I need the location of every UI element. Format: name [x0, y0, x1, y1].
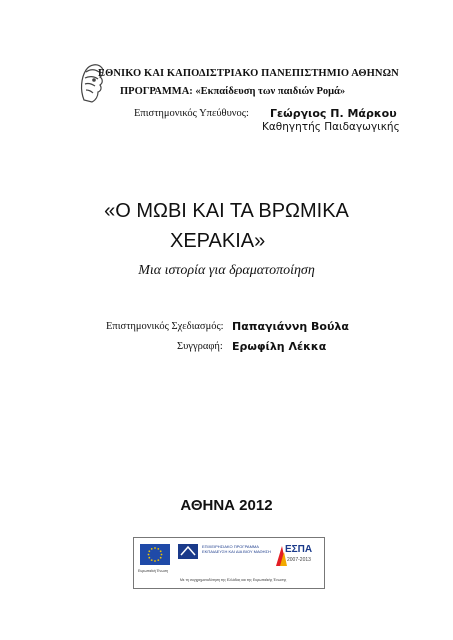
place-year: ΑΘΗΝΑ 2012 — [180, 497, 273, 514]
cofunding-text: Με τη συγχρηματοδότηση της Ελλάδας και της Ευρωπαϊκής Ένωσης — [180, 578, 287, 582]
program-logo-icon — [178, 544, 198, 559]
writing-label: Συγγραφή: — [177, 341, 223, 352]
program-name: ΠΡΟΓΡΑΜΜΑ: «Εκπαίδευση των παιδιών Ρομά» — [120, 86, 346, 97]
university-seal-icon — [76, 60, 108, 106]
document-title-line-2: ΧΕΡΑΚΙΑ» — [170, 230, 266, 252]
design-label: Επιστημονικός Σχεδιασμός: — [106, 321, 224, 332]
espa-text: ΕΣΠΑ — [285, 544, 313, 555]
eu-caption: Ευρωπαϊκή Ένωση — [138, 569, 169, 573]
espa-years: 2007-2013 — [287, 557, 311, 563]
document-subtitle: Μια ιστορία για δραματοποίηση — [138, 263, 315, 278]
design-name: Παπαγιάννη Βούλα — [232, 320, 349, 333]
responsible-label: Επιστημονικός Υπεύθυνος: — [134, 108, 249, 119]
document-title-line-1: «Ο ΜΩΒΙ ΚΑΙ ΤΑ ΒΡΩΜΙΚΑ — [104, 200, 349, 222]
university-name: ΕΘΝΙΚΟ ΚΑΙ ΚΑΠΟΔΙΣΤΡΙΑΚΟ ΠΑΝΕΠΙΣΤΗΜΙΟ ΑΘΗΝΩΝ — [98, 68, 399, 79]
responsible-title: Καθηγητής Παιδαγωγικής — [262, 121, 400, 133]
funding-banner — [133, 537, 325, 589]
writing-name: Ερωφίλη Λέκκα — [232, 340, 327, 353]
program-text: ΕΠΙΧΕΙΡΗΣΙΑΚΟ ΠΡΟΓΡΑΜΜΑ ΕΚΠΑΙΔΕΥΣΗ ΚΑΙ ΔΙΑ ΒΙΟΥ ΜΑΘΗΣΗ — [202, 544, 271, 554]
responsible-name: Γεώργιος Π. Μάρκου — [270, 107, 397, 120]
eu-flag-icon — [140, 544, 170, 565]
